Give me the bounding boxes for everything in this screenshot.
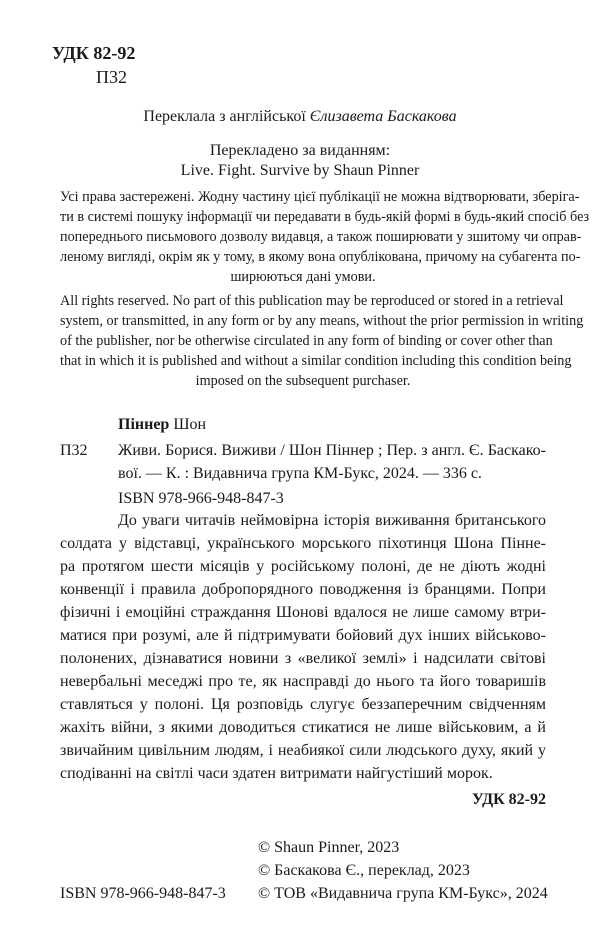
annotation-line: солдата у відставці, українського морського піхотинця Шона Пінне- bbox=[60, 535, 546, 552]
annotation-line: звичайним цивільним людям, і неабиякої сили людського духу, який у bbox=[60, 742, 546, 759]
annotation-line: конвенції і правила добропорядного поводження із бранцями. Попри bbox=[60, 581, 546, 598]
rights-uk-line: Усі права застережені. Жодну частину цієї публікації не можна відтворювати, зберіга- bbox=[60, 189, 580, 205]
rights-en-line: of the publisher, nor be otherwise circulated in any form of binding or cover other than bbox=[60, 333, 553, 349]
original-title-line2: Live. Fight. Survive by Shaun Pinner bbox=[180, 162, 420, 179]
annotation-line: фізичні і емоційні страждання Шонові вдалося не лише самому втри- bbox=[60, 604, 546, 621]
rights-ukrainian bbox=[60, 187, 590, 287]
annotation-line: ставляться у полоні. Ця розповідь слугує беззаперечним свідченням bbox=[60, 696, 546, 713]
catalog-title-block bbox=[118, 439, 546, 485]
isbn-bottom: ISBN 978-966-948-847-3 bbox=[60, 885, 226, 902]
author-surname: Піннер bbox=[118, 416, 170, 433]
rights-uk-line: леному вигляді, окрім як у тому, в якому вона опублікована, причому на субагента по- bbox=[60, 249, 581, 265]
rights-en-line: system, or transmitted, in any form or by any means, without the prior permission in writing bbox=[60, 313, 584, 329]
rights-uk-line: попереднього письмового дозволу видавця, а також поширювати у зшитому чи оправ- bbox=[60, 229, 582, 245]
catalog-title-line: вої. — К. : Видавнича група КМ-Букс, 2024. — 336 с. bbox=[118, 465, 482, 482]
rights-uk-line: ти в системі пошуку інформації чи передавати в будь-якій формі в будь-який спосіб без bbox=[60, 209, 590, 225]
udk-bottom: УДК 82-92 bbox=[471, 791, 546, 808]
rights-en-line: imposed on the subsequent purchaser. bbox=[195, 373, 411, 389]
rights-en-line: All rights reserved. No part of this publication may be reproduced or stored in a retrieval bbox=[60, 293, 564, 309]
annotation-line: невербальні меседжі про те, як насправді до нього та його товаришів bbox=[60, 673, 546, 690]
rights-en-line: that in which it is published and without a similar condition including this condition being bbox=[60, 353, 572, 369]
annotation-line: До уваги читачів неймовірна історія виживання британського bbox=[118, 512, 546, 529]
catalog-title-line: Живи. Борися. Виживи / Шон Піннер ; Пер. з англ. Є. Баскако- bbox=[118, 442, 546, 459]
annotation-line: ра протягом шести місяців у російському полоні, де не діють жодні bbox=[60, 558, 546, 575]
rights-english bbox=[60, 291, 584, 391]
catalog-code: П32 bbox=[60, 442, 88, 459]
catalog-isbn: ISBN 978-966-948-847-3 bbox=[118, 490, 284, 507]
annotation-line: жахіть війни, з якими доводиться стикатися не лише військовим, а й bbox=[60, 719, 546, 736]
copyright-line: © Баскакова Є., переклад, 2023 bbox=[258, 862, 470, 879]
catalog-author bbox=[118, 413, 206, 436]
original-title-line1: Перекладено за виданням: bbox=[209, 142, 391, 159]
translator-name: Єлизавета Баскакова bbox=[309, 108, 457, 125]
annotation-line: матися при розумі, але й підтримувати бойовий дух інших військово- bbox=[60, 627, 546, 644]
author-given-name: Шон bbox=[169, 416, 207, 433]
annotation bbox=[60, 509, 546, 785]
rights-uk-line: ширюються дані умови. bbox=[230, 269, 376, 285]
udk-top: УДК 82-92 bbox=[52, 43, 136, 63]
translator-prefix: Переклала з англійської bbox=[143, 108, 310, 125]
annotation-line: сподіванні на світлі часи здатен витримати найгустіший морок. bbox=[60, 765, 493, 782]
translator-credit bbox=[0, 107, 600, 127]
copyright-line: © Shaun Pinner, 2023 bbox=[258, 839, 400, 856]
annotation-line: полонених, дізнаватися новини з «великої землі» і надсилати світові bbox=[60, 650, 546, 667]
author-code-top: П32 bbox=[96, 67, 127, 87]
copyright-line: © ТОВ «Видавнича група КМ-Букс», 2024 bbox=[258, 885, 548, 902]
